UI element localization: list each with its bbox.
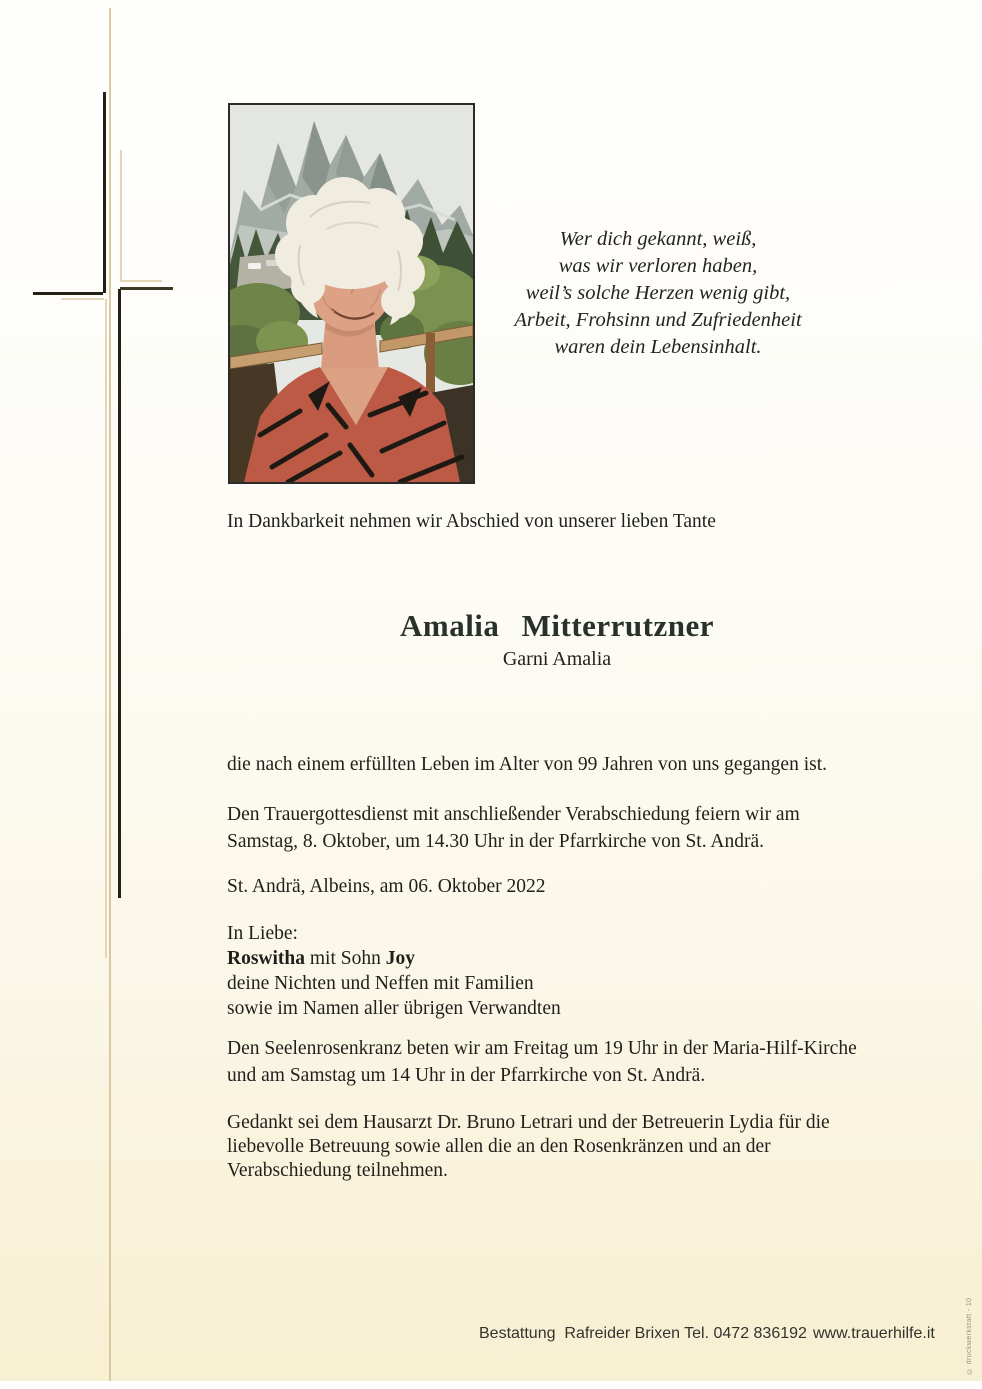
verse-line: weil’s solche Herzen wenig gibt,: [525, 282, 791, 304]
verse-line: Arbeit, Frohsinn und Zufriedenheit: [514, 309, 802, 331]
scan-margin: [0, 1381, 982, 1389]
website-text: www.trauerhilfe.it: [813, 1325, 935, 1342]
rosary-paragraph: [227, 1035, 952, 1089]
mourners-line-2: deine Nichten und Neffen mit Familien: [227, 973, 534, 994]
cross-gold-lower-left-line: [105, 299, 107, 958]
service-line-2: Samstag, 8. Oktober, um 14.30 Uhr in der Pfarrkirche von St. Andrä.: [227, 831, 765, 852]
mourner-connector: mit Sohn: [305, 948, 386, 969]
mourner-name-joy: Joy: [385, 948, 415, 969]
edge-fine-print: © druckwerkstatt - 10: [966, 1297, 973, 1374]
mourners-heading: In Liebe:: [227, 923, 298, 944]
portrait-illustration: [230, 105, 473, 482]
service-paragraph: [227, 801, 952, 855]
portrait-photo: [228, 103, 475, 484]
rosary-line-2: und am Samstag um 14 Uhr in der Pfarrkirche von St. Andrä.: [227, 1065, 706, 1086]
mourners-line-1: [227, 946, 952, 971]
deceased-house-name: Garni Amalia: [502, 648, 612, 670]
cross-gold-upper-right-arm: [120, 280, 162, 282]
dateline: St. Andrä, Albeins, am 06. Oktober 2022: [227, 876, 546, 897]
memorial-verse: [490, 226, 826, 361]
service-line-1: Den Trauergottesdienst mit anschließender Verabschiedung feiern wir am: [227, 804, 800, 825]
announcement-line: die nach einem erfüllten Leben im Alter von 99 Jahren von uns gegangen ist.: [227, 754, 827, 775]
cross-black-right-arm: [120, 287, 173, 290]
intro-line: In Dankbarkeit nehmen wir Abschied von unserer lieben Tante: [227, 511, 716, 532]
funeral-home-contact: Bestattung Rafreider Brixen Tel. 0472 836192: [479, 1325, 807, 1342]
mourner-name-roswitha: Roswitha: [227, 948, 306, 969]
cross-gold-upper-right-line: [120, 150, 122, 281]
thanks-line-2: liebevolle Betreuung sowie allen die an den Rosenkränzen und an der: [227, 1136, 771, 1157]
thanks-line-3: Verabschiedung teilnehmen.: [227, 1160, 448, 1181]
rosary-line-1: Den Seelenrosenkranz beten wir am Freitag um 19 Uhr in der Maria-Hilf-Kirche: [227, 1038, 857, 1059]
thanks-paragraph: [227, 1111, 952, 1183]
cross-gold-lower-left-arm: [61, 298, 104, 300]
verse-line: Wer dich gekannt, weiß,: [559, 228, 757, 250]
cross-gold-vertical-line: [109, 8, 111, 1382]
mourners-line-3: sowie im Namen aller übrigen Verwandten: [227, 998, 561, 1019]
verse-line: waren dein Lebensinhalt.: [554, 336, 762, 358]
cross-black-lower-vertical: [118, 289, 121, 898]
verse-line: was wir verloren haben,: [558, 255, 758, 277]
mourners-block: [227, 921, 952, 1021]
cross-black-upper-vertical: [103, 92, 106, 293]
thanks-line-1: Gedankt sei dem Hausarzt Dr. Bruno Letrari und der Betreuerin Lydia für die: [227, 1112, 830, 1133]
deceased-name: Amalia Mitterrutzner: [399, 608, 714, 643]
cross-black-left-arm: [33, 292, 103, 295]
